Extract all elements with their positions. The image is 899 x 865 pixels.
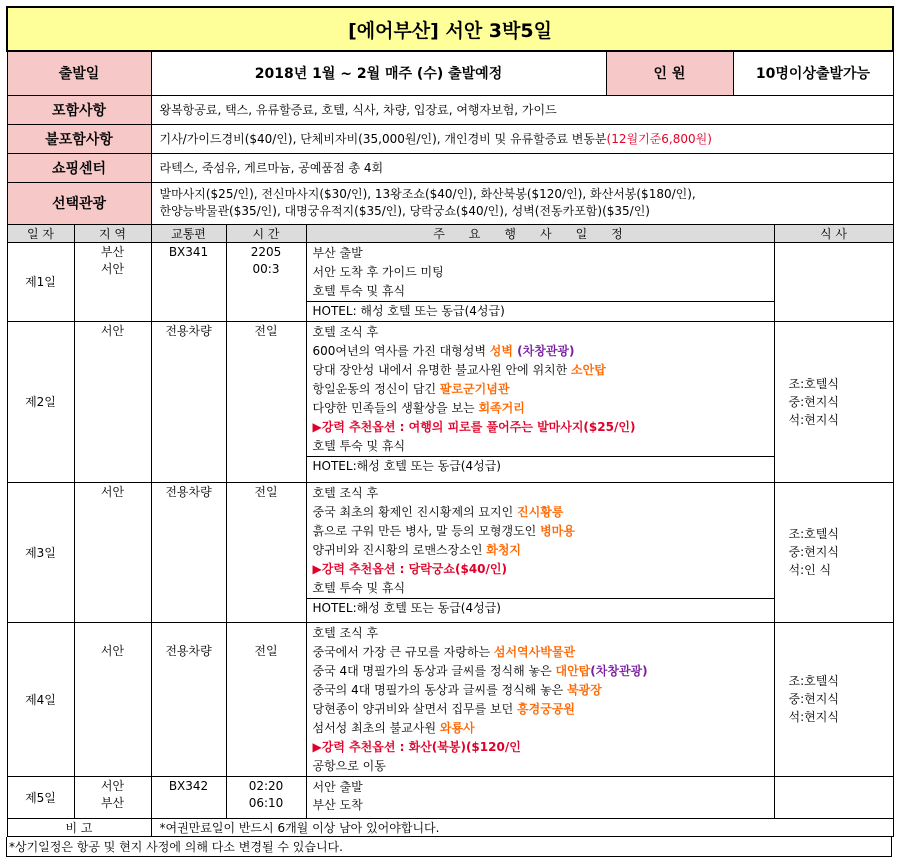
recommended-option: ▶강력 추천옵션 : 여행의 피로를 풀어주는 발마사지($25/인) (312, 419, 636, 434)
attraction-name: 성벽 (489, 343, 513, 358)
shopping-label: 쇼핑센터 (7, 153, 151, 182)
meal-lunch: 중:현지식 (788, 692, 839, 706)
day-row (7, 776, 893, 818)
day-row (7, 482, 893, 622)
schedule-line: 호텔 투숙 및 휴식 (312, 283, 406, 298)
schedule-line: 서안 출발 (312, 779, 363, 794)
transport-cell: BX341 (151, 242, 226, 321)
schedule-text: 항일운동의 정신이 담긴 (312, 381, 440, 396)
schedule-line (313, 700, 768, 719)
attraction-name: 회족거리 (478, 400, 525, 415)
options-label: 선택관광 (7, 182, 151, 224)
region-name: 부산 (100, 795, 125, 810)
schedule-line: 부산 도착 (312, 797, 363, 812)
schedule-line (313, 681, 768, 700)
meal-lunch: 중:현지식 (788, 394, 839, 409)
shopping-value: 라텍스, 죽섬유, 게르마늄, 공예품점 총 4회 (151, 153, 893, 182)
schedule-line (313, 662, 768, 681)
included-value: 왕복항공료, 택스, 유류할증료, 호텔, 식사, 차량, 입장료, 여행자보험, 가이드 (151, 95, 893, 124)
schedule-line (313, 503, 768, 522)
hotel-line: HOTEL:해성 호텔 또는 동급(4성급) (307, 456, 774, 475)
people-label: 인 원 (606, 51, 733, 95)
col-meal: 식 사 (774, 224, 893, 242)
hotel-line: HOTEL:해성 호텔 또는 동급(4성급) (307, 598, 774, 617)
meal-lunch: 중:현지식 (788, 545, 839, 559)
remarks-value: *여권만료일이 반드시 6개월 이상 남아 있어야합니다. (151, 818, 893, 836)
schedule-line: 호텔 조식 후 (312, 485, 379, 500)
col-day: 일 자 (7, 224, 74, 242)
excluded-value (151, 124, 893, 153)
itinerary-sheet (6, 6, 892, 857)
schedule-text: 중국의 4대 명필가의 동상과 글씨를 정식해 놓은 (312, 682, 568, 697)
schedule-line (313, 541, 768, 560)
meal-dinner: 석:현지식 (788, 710, 839, 724)
region-cell: 서안 (74, 482, 151, 622)
schedule-text: 당대 장안성 내에서 유명한 불교사원 안에 위치한 (312, 362, 572, 377)
schedule-line: 부산 출발 (312, 245, 363, 260)
region-name: 서안 (100, 261, 125, 276)
schedule-line (313, 380, 768, 399)
time-value: 2205 (250, 244, 282, 259)
transport-cell: BX342 (151, 776, 226, 818)
time-cell (226, 776, 306, 818)
schedule-line (313, 719, 768, 738)
schedule-text: 중국 4대 명필가의 동상과 글씨를 정식해 놓은 (312, 663, 556, 678)
hotel-line: HOTEL: 해성 호텔 또는 동급(4성급) (307, 301, 774, 320)
col-region: 지 역 (74, 224, 151, 242)
schedule-text: 600여년의 역사를 가진 대형성벽 (312, 343, 490, 358)
attraction-name: 병마용 (540, 523, 575, 538)
schedule-line (313, 361, 768, 380)
schedule-line: 호텔 조식 후 (312, 625, 379, 640)
excluded-fuel-note: (12월기준6,800원) (606, 132, 712, 146)
time-cell: 전일 (226, 321, 306, 482)
attraction-name: 흥경궁공원 (517, 701, 576, 716)
attraction-note: (차창관광) (590, 663, 648, 678)
attraction-name: 진시황릉 (517, 504, 564, 519)
time-cell (226, 242, 306, 321)
schedule-line: 호텔 투숙 및 휴식 (312, 438, 406, 453)
meal-breakfast: 조:호텔식 (788, 674, 839, 688)
day-row (7, 622, 893, 776)
transport-cell: 전용차량 (151, 482, 226, 622)
region-name: 부산 (100, 244, 125, 259)
day-label: 제4일 (7, 622, 74, 776)
departure-label: 출발일 (7, 51, 151, 95)
day-label: 제1일 (7, 242, 74, 321)
transport-cell: 전용차량 (151, 321, 226, 482)
meal-breakfast: 조:호텔식 (788, 527, 839, 541)
remarks-label: 비 고 (7, 818, 151, 836)
transport-cell: 전용차량 (151, 622, 226, 776)
schedule-text: 섬서성 최초의 불교사원 (312, 720, 440, 735)
excluded-text: 기사/가이드경비($40/인), 단체비자비(35,000원/인), 개인경비 및 유류할증료 변동분 (159, 132, 607, 146)
region-cell: 서안 (74, 321, 151, 482)
time-cell: 전일 (226, 622, 306, 776)
people-value: 10명이상출발가능 (733, 51, 893, 95)
meal-dinner: 석:현지식 (788, 412, 839, 427)
schedule-text: 흙으로 구워 만든 병사, 말 등의 모형갱도인 (312, 523, 541, 538)
meal-cell (774, 482, 893, 622)
schedule-cell (306, 622, 774, 776)
page-title: [에어부산] 서안 3박5일 (7, 7, 893, 51)
schedule-line (313, 399, 768, 418)
meal-cell (774, 776, 893, 818)
region-cell: 서안 (74, 622, 151, 776)
options-line: 발마사지($25/인), 전신마사지($30/인), 13왕조쇼($40/인), 화산북봉($120/인), 화산서봉($180/인), (159, 187, 696, 201)
schedule-line (313, 643, 768, 662)
included-label: 포함사항 (7, 95, 151, 124)
schedule-line: 서안 도착 후 가이드 미팅 (312, 264, 444, 279)
options-line: 한양능박물관($35/인), 대명궁유적지($35/인), 당락궁쇼($40/인), 성벽(전동카포함)($35/인) (159, 204, 650, 218)
departure-value: 2018년 1월 ~ 2월 매주 (수) 출발예정 (151, 51, 606, 95)
meal-cell (774, 622, 893, 776)
time-value: 06:10 (248, 795, 284, 810)
region-cell (74, 776, 151, 818)
region-cell (74, 242, 151, 321)
attraction-name: 북광장 (567, 682, 602, 697)
schedule-text: 다양한 민족들의 생활상을 보는 (312, 400, 479, 415)
attraction-name: 대안탑 (555, 663, 591, 678)
attraction-name: 섬서역사박물관 (493, 644, 576, 659)
attraction-name: 팔로군기념관 (439, 381, 510, 396)
schedule-line (313, 522, 768, 541)
col-schedule: 주요행사일정 (306, 224, 774, 242)
schedule-cell (306, 776, 774, 818)
meal-cell (774, 321, 893, 482)
schedule-text: 당현종이 양귀비와 살면서 집무를 보던 (312, 701, 518, 716)
day-label: 제2일 (7, 321, 74, 482)
recommended-option: ▶강력 추천옵션 : 당락궁쇼($40/인) (312, 561, 507, 576)
col-transport: 교통편 (151, 224, 226, 242)
recommended-option: ▶강력 추천옵션 : 화산(북봉)($120/인 (312, 739, 521, 754)
schedule-text: 중국에서 가장 큰 규모를 자랑하는 (312, 644, 494, 659)
schedule-line: 호텔 조식 후 (312, 324, 379, 339)
day-row (7, 321, 893, 482)
attraction-name: 소안탑 (571, 362, 606, 377)
day-label: 제3일 (7, 482, 74, 622)
time-value: 00:3 (252, 261, 280, 276)
schedule-text: 양귀비와 진시황의 로맨스장소인 (312, 542, 487, 557)
meal-cell (774, 242, 893, 321)
schedule-cell (306, 321, 774, 482)
options-value (151, 182, 893, 224)
excluded-label: 불포함사항 (7, 124, 151, 153)
itinerary-table (6, 6, 894, 837)
meal-dinner: 석:인 식 (788, 563, 832, 577)
schedule-text: 중국 최초의 황제인 진시황제의 묘지인 (312, 504, 518, 519)
schedule-line: 호텔 투숙 및 휴식 (312, 580, 406, 595)
schedule-line (313, 342, 768, 361)
attraction-name: 와룡사 (439, 720, 475, 735)
day-label: 제5일 (7, 776, 74, 818)
time-value: 02:20 (248, 778, 284, 793)
schedule-line: 공항으로 이동 (312, 758, 386, 773)
region-name: 서안 (100, 778, 125, 793)
schedule-cell (306, 482, 774, 622)
footnote: *상기일정은 항공 및 현지 사정에 의해 다소 변경될 수 있습니다. (6, 837, 892, 857)
schedule-cell (306, 242, 774, 321)
attraction-name: 화청지 (486, 542, 522, 557)
col-time: 시 간 (226, 224, 306, 242)
attraction-note: (차창관광) (512, 343, 575, 358)
time-cell: 전일 (226, 482, 306, 622)
day-row (7, 242, 893, 321)
meal-breakfast: 조:호텔식 (788, 376, 839, 391)
